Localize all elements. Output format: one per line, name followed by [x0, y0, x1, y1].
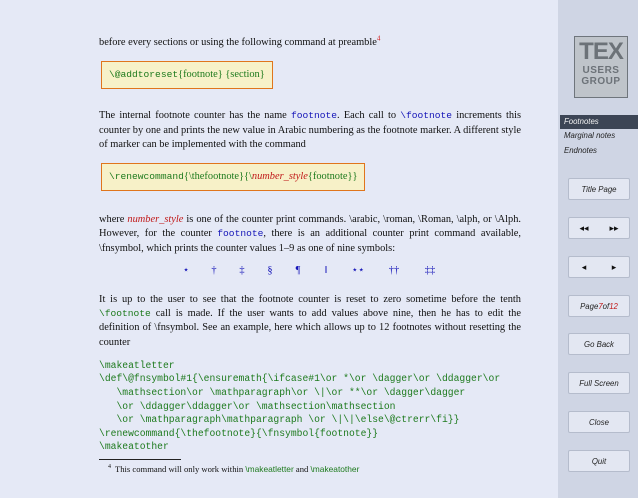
reset-paragraph	[99, 293, 521, 350]
footnote-marker[interactable]: 4	[376, 34, 381, 43]
code-box-renewcommand	[99, 163, 521, 191]
prev-next-button	[568, 256, 630, 278]
addtoreset-box	[101, 61, 273, 89]
quit-button[interactable]: Quit	[568, 450, 630, 472]
logo-group: GROUP	[581, 76, 621, 87]
renewcommand-arg1: {\thefootnote}	[183, 171, 245, 183]
nav-item-endnotes[interactable]: Endnotes	[564, 146, 597, 155]
page-of: of	[602, 301, 610, 311]
code-listing	[99, 359, 521, 454]
where-text-2: is one of the counter print commands. \arabic, \roman, \Roman, \alph, or \Alph. However, for the counter	[99, 214, 521, 240]
footnote-cmd-makeatletter: \makeatletter	[245, 464, 294, 474]
go-back-button[interactable]: Go Back	[568, 333, 630, 355]
symbol-4: §	[267, 264, 273, 276]
code-box-addtoreset	[99, 61, 521, 89]
footnote-command: \footnote	[400, 110, 453, 122]
number-style-term: number_style	[127, 214, 184, 226]
symbol-8: ††	[388, 264, 400, 276]
where-paragraph	[99, 213, 521, 256]
prev-page-icon[interactable]: ◂	[581, 261, 587, 272]
footnote-counter-name: footnote	[290, 110, 338, 122]
addtoreset-arg2: {section}	[225, 69, 265, 81]
footnote-command-ref: \footnote	[99, 308, 151, 320]
page-total: 12	[609, 301, 618, 311]
symbol-1: ⋆	[182, 264, 190, 276]
addtoreset-arg1: {footnote}	[178, 69, 223, 81]
renewcommand-box	[101, 163, 365, 191]
renewcommand-command: \renewcommand	[109, 171, 184, 183]
close-button[interactable]: Close	[568, 411, 630, 433]
where-text-1: where	[99, 214, 128, 226]
page-indicator	[568, 295, 630, 317]
footnote-cmd-makeatother: \makeatother	[310, 464, 360, 474]
tex-users-group-logo	[574, 36, 628, 98]
logo-users: USERS	[582, 65, 620, 76]
symbol-9: ‡‡	[424, 264, 436, 276]
footnote-counter-ref: footnote	[217, 228, 264, 240]
footnote-text-1: This command will only work within	[115, 464, 246, 474]
footnote-rule	[99, 459, 181, 460]
counter-paragraph	[99, 109, 521, 152]
footnote-text	[99, 463, 521, 475]
page-label: Page	[580, 301, 599, 311]
logo-tex: TEX	[579, 38, 623, 65]
intro-text: before every sections or using the following command at preamble	[99, 37, 377, 48]
symbol-7: ⋆⋆	[351, 264, 365, 276]
reset-text-2: call is made. If the user wants to add values above nine, then he has to edit the definition of \fnsymbol. See an example, here which allows up to 12 footnotes without resetting the counter	[99, 308, 521, 348]
title-page-button[interactable]: Title Page	[568, 178, 630, 200]
counter-text-3: increments this counter by one and prints the new value in Arabic numbering as the footnote marker. A different style of marker can be implemented with the command	[99, 110, 522, 150]
reset-text-1: It is up to the user to see that the footnote counter is reset to zero sometime before the tenth	[99, 294, 521, 306]
symbol-3: ‡	[239, 264, 245, 276]
navigation-sidebar	[558, 0, 638, 498]
symbol-5: ¶	[295, 264, 301, 276]
addtoreset-command: \@addtoreset	[109, 69, 179, 81]
footnote-text-2: and	[293, 464, 311, 474]
renewcommand-arg2-open: {\	[244, 171, 252, 183]
intro-paragraph	[99, 36, 521, 50]
nav-item-footnotes[interactable]: Footnotes	[560, 115, 638, 129]
code-line: \makeatletter	[99, 359, 175, 371]
code-line: \def\@fnsymbol#1{\ensuremath{\ifcase#1\or *\or \dagger\or \ddagger\or	[99, 373, 501, 385]
first-last-button	[568, 217, 630, 239]
symbol-2: †	[211, 264, 217, 276]
where-text-3: , there is an additional counter print command available, \fnsymbol, which prints the counter values 1–9 as one of nine symbols:	[99, 228, 521, 254]
next-page-icon[interactable]: ▸	[611, 261, 617, 272]
footnote-number: 4	[108, 464, 111, 471]
code-line: \mathsection\or \mathparagraph\or \|\or **\or \dagger\dagger	[99, 387, 466, 399]
page-content	[99, 36, 521, 475]
full-screen-button[interactable]: Full Screen	[568, 372, 630, 394]
code-line: \makeatother	[99, 441, 169, 453]
code-line: \renewcommand{\thefootnote}{\fnsymbol{footnote}}	[99, 427, 379, 439]
symbol-6: ‖	[324, 264, 328, 276]
code-line: \or \mathparagraph\mathparagraph \or \|\|\else\@ctrerr\fi}}	[99, 414, 460, 426]
fnsymbol-symbols	[99, 264, 521, 278]
nav-item-marginal-notes[interactable]: Marginal notes	[564, 131, 616, 140]
renewcommand-arg3: {footnote}}	[307, 171, 358, 183]
page-current: 7	[598, 301, 603, 311]
counter-text-2: . Each call to	[337, 110, 401, 122]
code-line: \or \ddagger\ddagger\or \mathsection\mathsection	[99, 400, 396, 412]
first-page-icon[interactable]: ◂◂	[579, 222, 589, 233]
counter-text-1: The internal footnote counter has the name	[99, 110, 291, 122]
number-style-placeholder: number_style	[251, 171, 308, 183]
last-page-icon[interactable]: ▸▸	[609, 222, 619, 233]
